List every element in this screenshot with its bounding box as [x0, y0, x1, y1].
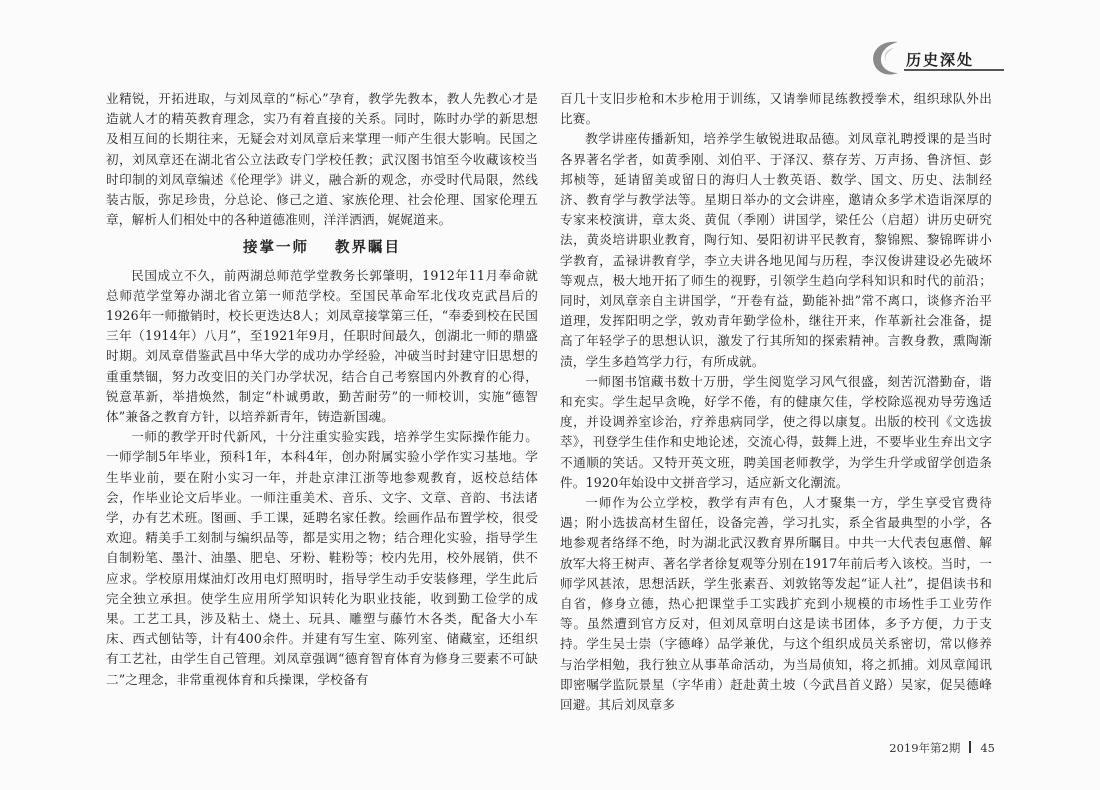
- header-rule: [904, 69, 1004, 71]
- paragraph: 业精锐，开拓进取，与刘凤章的“标心”孕育，教学先教本，教人先教心才是造就人才的精英教育理念，实乃有着直接的关系。同时，陈时办学的新思想及相互间的长期往来，无疑会对刘凤章后来掌理一师产生很大影响。民国之初，刘凤章还在湖北省公立法政专门学校任教；武汉图书馆至今收藏该校当时印制的刘凤章编述《伦理学》讲义，融合新的观念，亦受时代局限，然线装古版，弥足珍贵，分总论、修己之道、家族伦理、社会伦理、国家伦理五章，解析人们相处中的各种道德准则，洋洋洒洒，娓娓道来。: [106, 91, 538, 228]
- page-footer: [889, 740, 995, 756]
- left-column: [106, 89, 538, 690]
- paragraph: 一师作为公立学校，教学有声有色，人才聚集一方，学生享受官费待遇；附小选拔高材生留任，设备完善，学习扎实，系全省最典型的小学，各地参观者络绎不绝，时为湖北武汉教育界所瞩目。中共一大代表包惠僧、解放军大将王树声、著名学者徐复观等分别在1917年前后考入该校。当时，一师学风甚浓，思想活跃，学生张素吾、刘敦铭等发起“证人社”，提倡读书和自省，修身立德，热心把课堂手工实践扩充到小规模的市场性手工业劳作等。虽然遭到官方反对，但刘凤章明白这是读书团体，多予方便，力于支持。学生吴士崇（字德峰）品学兼优，与这个组织成员关系密切，常以修养与治学相勉，我行独立从事革命活动，为当局侦知，将之抓捕。刘凤章闻讯即密嘱学监阮景星（字华甫）赶赴黄土坡（今武昌首义路）吴家，促吴德峰回避。其后刘凤章多: [560, 495, 992, 713]
- section-heading: [106, 238, 538, 258]
- issue-label: 2019年第2期: [889, 741, 961, 755]
- section-title: 历史深处: [906, 51, 975, 69]
- paragraph: 一师的教学开时代新风，十分注重实验实践，培养学生实际操作能力。一师学制5年毕业，预科1年，本科4年，创办附属实验小学作实习基地。学生毕业前，要在附小实习一年，并赴京津江浙等地参观教育，返校总结体会，作毕业论文后毕业。一师注重美术、音乐、文字、文章、音韵、书法诸学，办有艺术班。图画、手工课，延聘名家任教。绘画作品布置学校，很受欢迎。精美手工刻制与编织品等，都是实用之物；结合理化实验，指导学生自制粉笔、墨汁、油墨、肥皂、牙粉、鞋粉等；校内先用，校外展销，供不应求。学校原用煤油灯改用电灯照明时，指导学生动手安装修理，学生此后完全独立承担。使学生应用所学知识转化为职业技能，收到勤工俭学的成果。工艺工具，涉及粘土、烧土、玩具、雕塑与藤竹木各类，配备大小车床、西式刨钻等，计有400余件。并建有写生室、陈列室、储藏室，还组织有工艺社，由学生自己管理。刘凤章强调“德育智育体育为修身三要素不可缺二”之理念，非常重视体育和兵操课，学校备有: [106, 429, 538, 687]
- page-number: 45: [980, 741, 995, 755]
- right-column: [560, 89, 992, 715]
- paragraph: 民国成立不久，前两湖总师范学堂教务长郭肇明，1912年11月奉命就总师范学堂筹办湖北省立第一师范学校。至国民革命军北伐攻克武昌后的1926年一师撤销时，校长更迭达8人；刘凤章接掌第三任，“奉委到校在民国三年（1914年）八月”，至1921年9月，任职时间最久，创湖北一师的鼎盛时期。刘凤章借鉴武昌中华大学的成功办学经验，冲破当时封建守旧思想的重重禁锢，努力改变旧的关门办学状况，结合自己考察国内外教育的心得，锐意革新，举措焕然，制定“朴诚勇敢，勤苦耐劳”的一师校训，实施“德智体”兼备之教育方针，以培养新青年，铸造新国魂。: [106, 267, 538, 425]
- section-heading-part: 教界瞩目: [335, 240, 401, 257]
- section-heading-part: 接掌一师: [243, 240, 309, 257]
- footer-divider: [969, 741, 971, 753]
- paragraph: 一师图书馆藏书数十万册，学生阅览学习风气很盛，刻苦沉潜勤奋，谐和充实。学生起早贪晚，好学不倦，有的健康欠佳，学校除巡视劝导劳逸适度，并设调养室诊治，疗养患病同学，使之得以康复。出版的校刊《文选拔萃》，刊登学生佳作和史地论述，交流心得，鼓舞上进，不要毕业生弃出文字不通顺的笑话。又特开英文班，聘美国老师教学，为学生升学或留学创造条件。1920年始设中文拼音学习，适应新文化潮流。: [560, 373, 992, 490]
- paragraph: 教学讲座传播新知，培养学生敏锐进取品德。刘凤章礼聘授课的是当时各界著名学者，如黄季刚、刘伯平、于泽汉、蔡存芳、万声扬、鲁济恒、彭邦桢等，延请留美或留日的海归人士教英语、数学、国文、历史、法制经济、教育学与教学法等。星期日举办的文会讲座，邀请众多学术造诣深厚的专家来校演讲，章太炎、黄侃（季刚）讲国学，梁任公（启超）讲历史研究法，黄炎培讲职业教育，陶行知、晏阳初讲平民教育，黎锦熙、黎锦晖讲小学教育，孟禄讲教育学，李立夫讲各地见闻与历程，李汉俊讲建设必先破坏等观点，极大地开拓了师生的视野，引领学生趋向学科知识和时代的前沿；同时，刘凤章亲自主讲国学，“开卷有益，勤能补拙”常不离口，谈修齐治平道理，发挥阳明之学，敦劝青年勤学俭朴，继往开来，作革新社会准备，提高了年轻学子的思想认识，激发了行其所知的探索精神。言教身教，熏陶渐渍，学生多趋笃学力行，有所成就。: [560, 131, 992, 369]
- section-header: [868, 38, 1004, 76]
- paragraph: 百几十支旧步枪和木步枪用于训练，又请拳师昆练教授拳术，组织球队外出比赛。: [560, 91, 992, 127]
